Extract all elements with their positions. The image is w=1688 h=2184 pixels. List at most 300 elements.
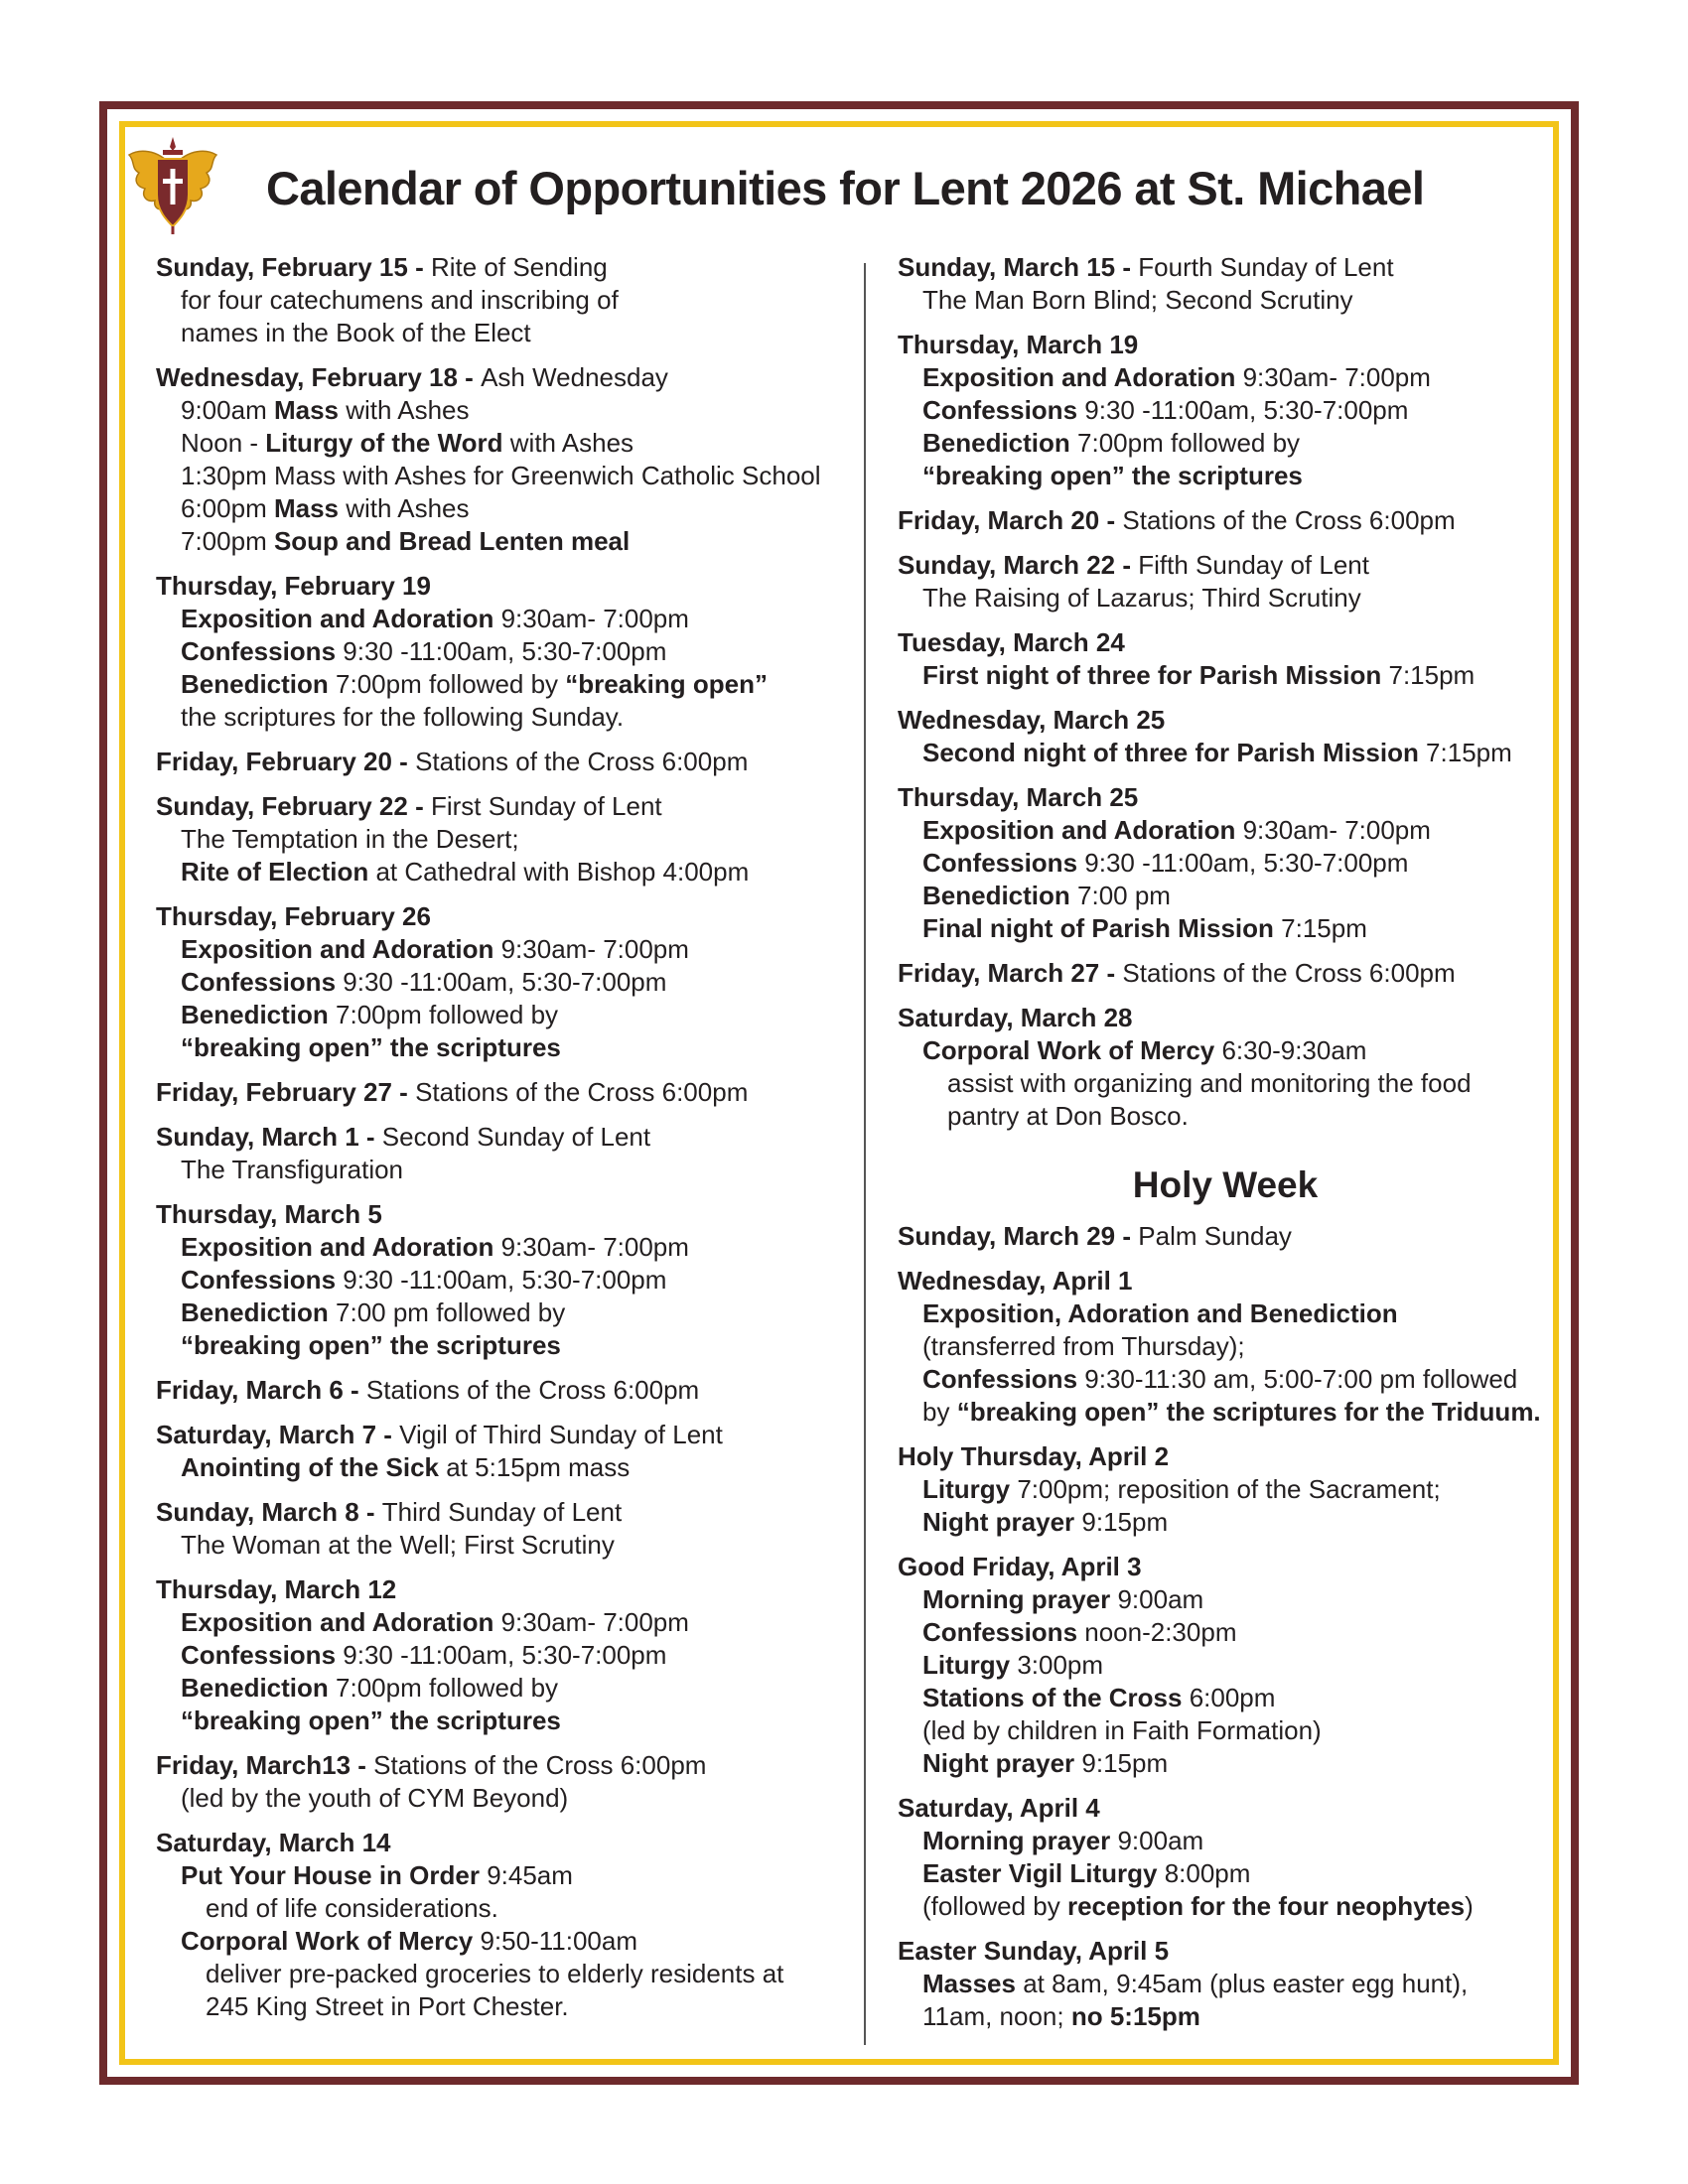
detail-text: 9:30 -11:00am, 5:30-7:00pm	[336, 967, 667, 997]
entry-detail-line	[898, 1583, 1533, 1616]
entry-heading	[156, 1496, 856, 1529]
entry-date: Wednesday, April 1	[898, 1266, 1133, 1296]
entry-separator: -	[351, 1750, 374, 1780]
entry-date: Thursday, March 25	[898, 782, 1139, 812]
detail-text: 9:15pm	[1074, 1748, 1169, 1778]
calendar-entry	[898, 1220, 1533, 1253]
entry-heading	[156, 251, 856, 284]
entry-heading	[156, 1749, 856, 1782]
detail-emphasis: Benediction	[181, 1297, 329, 1327]
entry-heading	[156, 1121, 856, 1154]
entry-heading	[898, 1792, 1533, 1825]
detail-text: 9:30 -11:00am, 5:30-7:00pm	[1077, 848, 1409, 878]
entry-date: Saturday, April 4	[898, 1793, 1100, 1823]
entry-detail-line	[898, 2000, 1533, 2033]
entry-event: Rite of Sending	[430, 252, 608, 282]
detail-text: 9:30 -11:00am, 5:30-7:00pm	[336, 636, 667, 666]
entry-detail-line	[898, 361, 1533, 394]
entry-detail-line	[898, 1330, 1533, 1363]
entry-detail-line	[156, 1925, 856, 1958]
entry-detail-line	[898, 912, 1533, 945]
detail-emphasis: Mass	[273, 493, 339, 523]
detail-text: at 8am, 9:45am (plus easter egg hunt),	[1015, 1969, 1469, 1998]
entry-heading	[156, 790, 856, 823]
detail-emphasis: Anointing of the Sick	[181, 1452, 439, 1482]
entry-date: Good Friday, April 3	[898, 1552, 1142, 1581]
entry-detail-line	[898, 1890, 1533, 1923]
detail-text: 7:00pm followed by	[328, 669, 566, 699]
detail-emphasis: Benediction	[922, 881, 1070, 910]
entry-heading	[898, 504, 1533, 537]
detail-emphasis: Exposition and Adoration	[181, 1232, 494, 1262]
detail-text: noon-2:30pm	[1077, 1617, 1237, 1647]
detail-text: pantry at Don Bosco.	[947, 1101, 1189, 1131]
entry-separator: -	[1099, 958, 1123, 988]
entry-heading	[898, 549, 1533, 582]
detail-emphasis: Soup and Bread Lenten meal	[273, 526, 631, 556]
entry-event: Stations of the Cross 6:00pm	[415, 747, 749, 776]
detail-text: 9:30am- 7:00pm	[1235, 815, 1431, 845]
detail-text: Noon -	[181, 428, 266, 458]
detail-emphasis: Exposition and Adoration	[922, 815, 1236, 845]
calendar-entry	[156, 1374, 856, 1407]
calendar-entry	[898, 504, 1533, 537]
entry-detail-line	[156, 635, 856, 668]
calendar-entry	[156, 790, 856, 888]
detail-emphasis: Final night of Parish Mission	[922, 913, 1274, 943]
calendar-entry	[898, 781, 1533, 945]
entry-heading	[156, 746, 856, 778]
entry-heading	[898, 1935, 1533, 1968]
entry-date: Thursday, March 5	[156, 1199, 382, 1229]
detail-text: 7:00pm followed by	[328, 1673, 559, 1703]
detail-text: 9:30 -11:00am, 5:30-7:00pm	[1077, 395, 1409, 425]
detail-text: with Ashes	[339, 395, 470, 425]
detail-text: 7:15pm	[1381, 660, 1476, 690]
detail-text: 9:30am- 7:00pm	[493, 604, 689, 633]
detail-emphasis: Corporal Work of Mercy	[181, 1926, 474, 1956]
detail-text: 7:00 pm followed by	[328, 1297, 566, 1327]
detail-text: names in the Book of the Elect	[181, 318, 531, 347]
entry-event: Stations of the Cross 6:00pm	[415, 1077, 749, 1107]
detail-text: 245 King Street in Port Chester.	[206, 1991, 569, 2021]
entry-detail-line	[156, 1297, 856, 1329]
entry-detail-line	[156, 1264, 856, 1297]
entry-heading	[156, 361, 856, 394]
entry-detail-line	[898, 1649, 1533, 1682]
entry-detail-line	[156, 701, 856, 734]
entry-detail-line	[156, 394, 856, 427]
entry-date: Tuesday, March 24	[898, 627, 1125, 657]
entry-date: Sunday, February 15	[156, 252, 408, 282]
entry-date: Friday, March 20	[898, 505, 1100, 535]
calendar-entry	[898, 1792, 1533, 1923]
entry-separator: -	[1099, 505, 1123, 535]
entry-date: Friday, February 20	[156, 747, 392, 776]
entry-date: Saturday, March 7	[156, 1420, 377, 1449]
entry-heading	[898, 957, 1533, 990]
entry-detail-line	[898, 1506, 1533, 1539]
detail-text: (followed by	[922, 1891, 1067, 1921]
detail-text: 9:30am- 7:00pm	[493, 1607, 689, 1637]
entry-heading	[898, 329, 1533, 361]
calendar-entry	[898, 1935, 1533, 2033]
detail-emphasis: Second night of three for Parish Mission	[922, 738, 1419, 767]
detail-emphasis: “breaking open”	[565, 669, 768, 699]
entry-date: Saturday, March 14	[156, 1828, 391, 1857]
entry-detail-line	[898, 284, 1533, 317]
detail-text: for four catechumens and inscribing of	[181, 285, 619, 315]
detail-text: 9:30am- 7:00pm	[493, 934, 689, 964]
entry-detail-line	[156, 1529, 856, 1562]
detail-text: 9:30-11:30 am, 5:00-7:00 pm followed	[1077, 1364, 1518, 1394]
entry-detail-line	[898, 1297, 1533, 1330]
entry-date: Sunday, March 29	[898, 1221, 1116, 1251]
detail-text: 7:00pm; reposition of the Sacrament;	[1010, 1474, 1441, 1504]
holy-week-entries	[898, 1220, 1541, 2033]
calendar-entry	[156, 1573, 856, 1737]
entry-date: Sunday, March 15	[898, 252, 1116, 282]
detail-emphasis: no 5:15pm	[1070, 2001, 1200, 2031]
entry-detail-line	[898, 1363, 1533, 1396]
detail-text: 9:50-11:00am	[473, 1926, 637, 1956]
entry-event: Second Sunday of Lent	[381, 1122, 651, 1152]
detail-text: end of life considerations.	[206, 1893, 498, 1923]
entry-detail-line	[156, 1705, 856, 1737]
calendar-entry	[156, 1419, 856, 1484]
entry-separator: -	[343, 1375, 366, 1405]
entry-date: Thursday, February 19	[156, 571, 431, 601]
entry-detail-line	[898, 394, 1533, 427]
detail-emphasis: Confessions	[181, 1265, 337, 1295]
entry-heading	[156, 1827, 856, 1859]
entry-date: Thursday, February 26	[156, 901, 431, 931]
entry-heading	[898, 1440, 1533, 1473]
entry-detail-line	[898, 1396, 1541, 1429]
detail-emphasis: Confessions	[181, 1640, 337, 1670]
detail-text: 7:00pm	[181, 526, 274, 556]
calendar-entry	[156, 251, 856, 349]
entry-detail-line	[156, 1231, 856, 1264]
detail-emphasis: Corporal Work of Mercy	[922, 1035, 1215, 1065]
detail-text: The Raising of Lazarus; Third Scrutiny	[922, 583, 1361, 613]
detail-text: The Temptation in the Desert;	[181, 824, 519, 854]
detail-emphasis: First night of three for Parish Mission	[922, 660, 1382, 690]
entry-heading	[156, 1374, 856, 1407]
detail-emphasis: “breaking open” the scriptures	[181, 1330, 561, 1360]
detail-text: at 5:15pm mass	[439, 1452, 631, 1482]
entry-detail-line	[156, 966, 856, 999]
entry-detail-line	[898, 1968, 1533, 2000]
entry-heading	[156, 1419, 856, 1451]
detail-text: 9:00am	[1110, 1584, 1204, 1614]
detail-emphasis: Easter Vigil Liturgy	[922, 1858, 1158, 1888]
entry-event: First Sunday of Lent	[430, 791, 662, 821]
entry-heading	[898, 1002, 1533, 1034]
detail-text: )	[1465, 1891, 1474, 1921]
calendar-entry	[156, 361, 856, 558]
entry-detail-line	[156, 603, 856, 635]
detail-emphasis: Exposition and Adoration	[181, 604, 494, 633]
calendar-entry	[898, 1002, 1533, 1133]
detail-text: 9:00am	[1110, 1826, 1204, 1855]
entry-event: Vigil of Third Sunday of Lent	[399, 1420, 723, 1449]
entry-detail-line	[156, 933, 856, 966]
entry-event: Ash Wednesday	[481, 362, 668, 392]
detail-text: (led by the youth of CYM Beyond)	[181, 1783, 569, 1813]
entry-date: Friday, March13	[156, 1750, 352, 1780]
entry-separator: -	[1115, 550, 1139, 580]
entry-event: Stations of the Cross 6:00pm	[373, 1750, 707, 1780]
calendar-entry	[156, 1076, 856, 1109]
calendar-entry	[156, 570, 856, 734]
entry-heading	[898, 1265, 1533, 1297]
entry-date: Sunday, March 8	[156, 1497, 359, 1527]
entry-event: Stations of the Cross 6:00pm	[1122, 958, 1456, 988]
detail-emphasis: Benediction	[181, 669, 329, 699]
detail-text: 9:30am- 7:00pm	[493, 1232, 689, 1262]
lent-entries-right	[898, 251, 1533, 1133]
calendar-entry	[898, 549, 1533, 614]
detail-emphasis: Liturgy of the Word	[265, 428, 503, 458]
entry-detail-line	[898, 582, 1533, 614]
entry-detail-line	[156, 668, 856, 701]
detail-emphasis: Night prayer	[922, 1507, 1075, 1537]
entry-heading	[156, 1198, 856, 1231]
entry-detail-line	[156, 999, 856, 1031]
entry-detail-line	[156, 317, 856, 349]
entry-date: Sunday, March 1	[156, 1122, 359, 1152]
entry-separator: -	[1115, 252, 1139, 282]
detail-emphasis: Morning prayer	[922, 1584, 1111, 1614]
detail-text: 6:00pm	[181, 493, 274, 523]
detail-emphasis: Confessions	[922, 1364, 1078, 1394]
entry-detail-line	[156, 460, 856, 492]
detail-emphasis: Morning prayer	[922, 1826, 1111, 1855]
calendar-entry	[898, 704, 1533, 769]
calendar-entry	[898, 1440, 1533, 1539]
entry-detail-line	[156, 1672, 856, 1705]
entry-separator: -	[407, 252, 431, 282]
holy-week-heading: Holy Week	[1132, 1164, 1319, 1205]
detail-text: assist with organizing and monitoring the food	[947, 1068, 1472, 1098]
detail-emphasis: Benediction	[181, 1673, 329, 1703]
entry-date: Wednesday, March 25	[898, 705, 1166, 735]
detail-emphasis: Liturgy	[922, 1650, 1011, 1680]
entry-date: Easter Sunday, April 5	[898, 1936, 1170, 1966]
entry-heading	[156, 900, 856, 933]
entry-date: Thursday, March 12	[156, 1574, 397, 1604]
calendar-entry	[156, 1198, 856, 1362]
detail-emphasis: Masses	[922, 1969, 1016, 1998]
entry-heading	[156, 570, 856, 603]
entry-date: Wednesday, February 18	[156, 362, 458, 392]
detail-emphasis: Benediction	[181, 1000, 329, 1029]
entry-event: Palm Sunday	[1138, 1221, 1292, 1251]
detail-text: The Transfiguration	[181, 1155, 404, 1184]
entry-separator: -	[358, 1122, 382, 1152]
entry-detail-line	[156, 1892, 856, 1925]
entry-detail-line	[898, 814, 1533, 847]
entry-detail-line	[898, 1067, 1533, 1100]
entry-heading	[898, 1220, 1533, 1253]
detail-emphasis: Night prayer	[922, 1748, 1075, 1778]
detail-text: (led by children in Faith Formation)	[922, 1715, 1322, 1745]
page-title: Calendar of Opportunities for Lent 2026 at St. Michael	[266, 162, 1425, 214]
detail-emphasis: Confessions	[181, 967, 337, 997]
entry-event: Stations of the Cross 6:00pm	[365, 1375, 700, 1405]
detail-emphasis: “breaking open” the scriptures	[922, 461, 1303, 490]
entry-event: Third Sunday of Lent	[381, 1497, 623, 1527]
detail-emphasis: reception for the four neophytes	[1066, 1891, 1466, 1921]
detail-emphasis: Exposition, Adoration and Benediction	[922, 1298, 1398, 1328]
detail-emphasis: Mass	[273, 395, 339, 425]
entry-detail-line	[898, 460, 1533, 492]
entry-event: Fourth Sunday of Lent	[1138, 252, 1394, 282]
calendar-entry	[156, 1749, 856, 1815]
calendar-entry	[156, 746, 856, 778]
entry-detail-line	[156, 1782, 856, 1815]
right-column	[898, 251, 1541, 2045]
entry-date: Sunday, February 22	[156, 791, 408, 821]
entry-detail-line	[898, 880, 1533, 912]
entry-detail-line	[898, 737, 1533, 769]
entry-detail-line	[156, 492, 856, 525]
detail-emphasis: Put Your House in Order	[181, 1860, 480, 1890]
entry-date: Sunday, March 22	[898, 550, 1116, 580]
entry-heading	[898, 251, 1533, 284]
entry-detail-line	[156, 1958, 856, 1990]
entry-detail-line	[156, 525, 856, 558]
detail-text: 6:30-9:30am	[1214, 1035, 1367, 1065]
detail-text: 7:15pm	[1418, 738, 1512, 767]
detail-text: 7:00pm followed by	[328, 1000, 559, 1029]
detail-text: deliver pre-packed groceries to elderly residents at	[206, 1959, 784, 1988]
entry-detail-line	[898, 1682, 1533, 1714]
calendar-entry	[898, 957, 1533, 990]
entry-detail-line	[898, 427, 1533, 460]
detail-text: 8:00pm	[1157, 1858, 1251, 1888]
entry-separator: -	[457, 362, 482, 392]
entry-detail-line	[898, 1747, 1533, 1780]
entry-heading	[898, 1551, 1533, 1583]
entry-detail-line	[898, 1100, 1533, 1133]
column-divider	[864, 263, 866, 2045]
entry-separator: -	[407, 791, 431, 821]
entry-separator: -	[391, 1077, 416, 1107]
entry-detail-line	[898, 1857, 1533, 1890]
entry-detail-line	[898, 1473, 1533, 1506]
detail-text: 9:45am	[479, 1860, 573, 1890]
detail-text: 9:00am	[181, 395, 274, 425]
detail-text: The Man Born Blind; Second Scrutiny	[922, 285, 1353, 315]
calendar-entry	[156, 1827, 856, 2023]
calendar-entry	[156, 1121, 856, 1186]
detail-text: 1:30pm Mass with Ashes for Greenwich Catholic School	[181, 461, 821, 490]
left-column	[156, 251, 856, 2035]
entry-detail-line	[898, 1825, 1533, 1857]
entry-separator: -	[1115, 1221, 1139, 1251]
detail-emphasis: “breaking open” the scriptures for the Triduum.	[956, 1397, 1541, 1427]
detail-emphasis: Liturgy	[922, 1474, 1011, 1504]
entry-date: Friday, February 27	[156, 1077, 392, 1107]
entry-event: Stations of the Cross 6:00pm	[1122, 505, 1456, 535]
calendar-entry	[898, 329, 1533, 492]
calendar-entry	[898, 251, 1533, 317]
entry-detail-line	[156, 823, 856, 856]
entry-detail-line	[898, 1034, 1533, 1067]
detail-emphasis: Rite of Election	[181, 857, 369, 887]
calendar-entry	[898, 626, 1533, 692]
entry-detail-line	[156, 1031, 856, 1064]
entry-date: Friday, March 6	[156, 1375, 344, 1405]
entry-detail-line	[898, 1616, 1533, 1649]
detail-text: the scriptures for the following Sunday.	[181, 702, 625, 732]
entry-detail-line	[898, 847, 1533, 880]
detail-emphasis: Exposition and Adoration	[922, 362, 1236, 392]
detail-text: 7:15pm	[1273, 913, 1367, 943]
detail-text: with Ashes	[339, 493, 470, 523]
detail-emphasis: Confessions	[922, 395, 1078, 425]
st-michael-crest-icon	[127, 135, 218, 236]
entry-detail-line	[156, 1990, 856, 2023]
entry-date: Holy Thursday, April 2	[898, 1441, 1170, 1471]
entry-separator: -	[358, 1497, 382, 1527]
detail-emphasis: Exposition and Adoration	[181, 1607, 494, 1637]
detail-emphasis: Stations of the Cross	[922, 1683, 1183, 1712]
detail-text: 9:30 -11:00am, 5:30-7:00pm	[336, 1640, 667, 1670]
entry-detail-line	[898, 659, 1533, 692]
entry-heading	[898, 781, 1533, 814]
entry-detail-line	[898, 1714, 1533, 1747]
entry-event: Fifth Sunday of Lent	[1138, 550, 1369, 580]
entry-detail-line	[156, 856, 856, 888]
calendar-entry	[898, 1265, 1541, 1429]
detail-emphasis: Confessions	[922, 848, 1078, 878]
calendar-entry	[898, 1551, 1533, 1780]
detail-emphasis: Benediction	[922, 428, 1070, 458]
entry-detail-line	[156, 427, 856, 460]
detail-text: at Cathedral with Bishop 4:00pm	[368, 857, 750, 887]
calendar-entry	[156, 900, 856, 1064]
entry-detail-line	[156, 1859, 856, 1892]
entry-detail-line	[156, 284, 856, 317]
detail-text: 7:00pm followed by	[1069, 428, 1301, 458]
detail-text: with Ashes	[502, 428, 634, 458]
entry-date: Saturday, March 28	[898, 1003, 1133, 1032]
entry-heading	[898, 704, 1533, 737]
detail-emphasis: Confessions	[922, 1617, 1078, 1647]
entry-date: Thursday, March 19	[898, 330, 1139, 359]
detail-emphasis: Exposition and Adoration	[181, 934, 494, 964]
detail-text: 9:30 -11:00am, 5:30-7:00pm	[336, 1265, 667, 1295]
calendar-entry	[156, 1496, 856, 1562]
detail-text: 7:00 pm	[1069, 881, 1171, 910]
entry-date: Friday, March 27	[898, 958, 1100, 988]
detail-text: 6:00pm	[1182, 1683, 1276, 1712]
detail-text: 3:00pm	[1010, 1650, 1104, 1680]
entry-separator: -	[376, 1420, 400, 1449]
entry-detail-line	[156, 1154, 856, 1186]
detail-text: 9:30am- 7:00pm	[1235, 362, 1431, 392]
detail-emphasis: “breaking open” the scriptures	[181, 1032, 561, 1062]
detail-text: 9:15pm	[1074, 1507, 1169, 1537]
entry-heading	[156, 1076, 856, 1109]
detail-emphasis: “breaking open” the scriptures	[181, 1706, 561, 1735]
entry-heading	[156, 1573, 856, 1606]
detail-text: (transferred from Thursday);	[922, 1331, 1245, 1361]
detail-text: The Woman at the Well; First Scrutiny	[181, 1530, 615, 1560]
